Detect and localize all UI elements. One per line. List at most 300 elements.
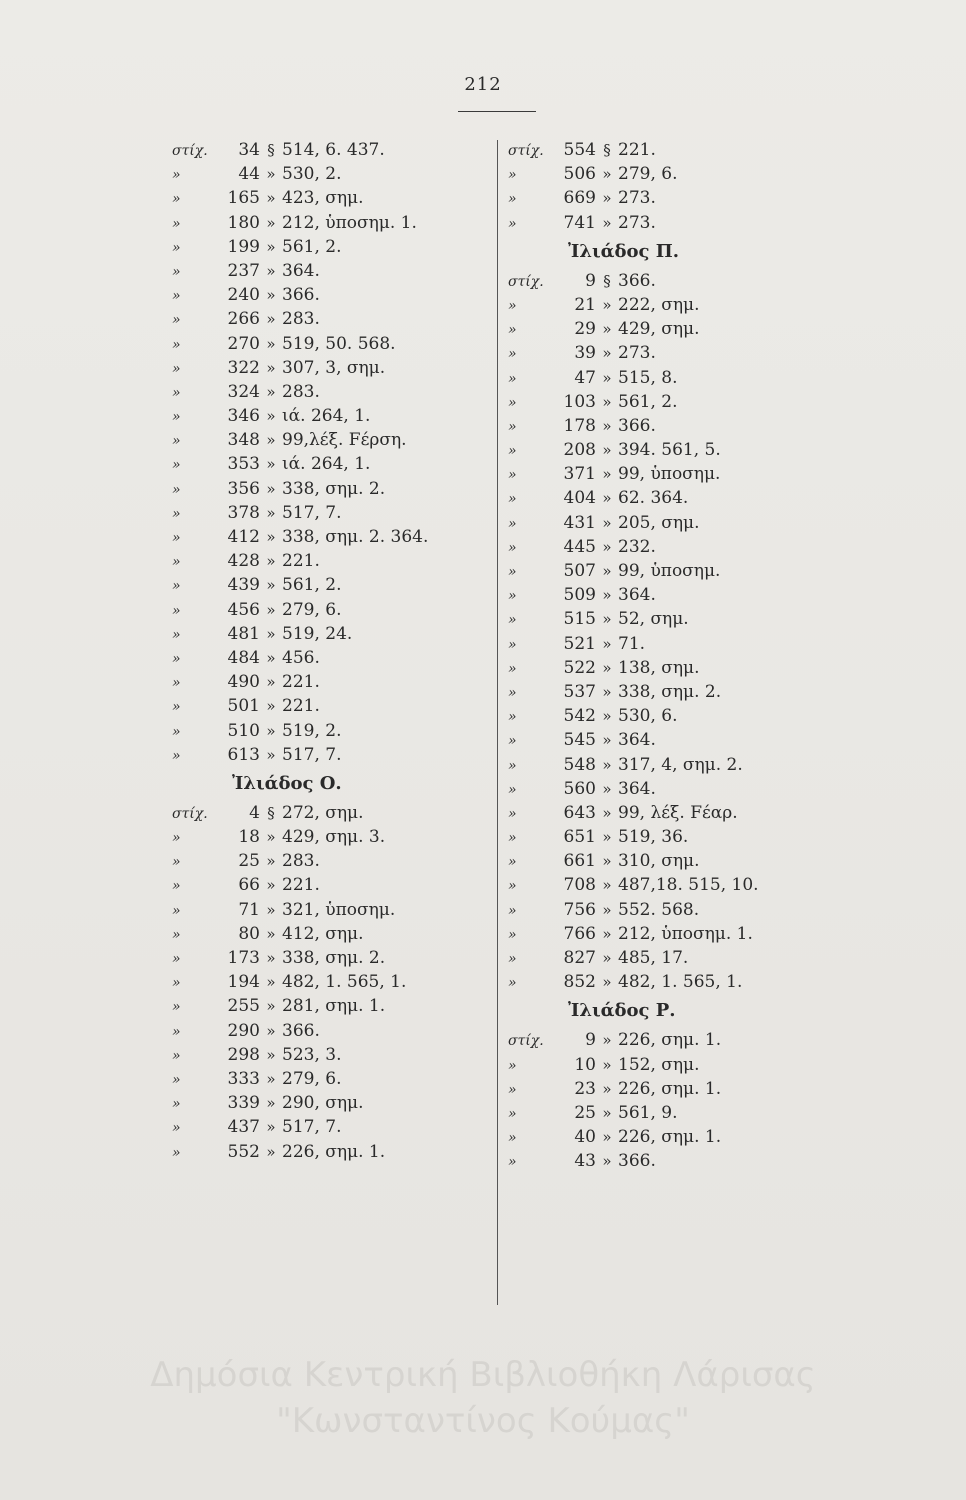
- section-symbol: »: [266, 382, 276, 401]
- index-row: [508, 1149, 838, 1173]
- index-row: [508, 801, 838, 825]
- verse-number: 852: [563, 972, 596, 993]
- verse-prefix: »: [172, 312, 181, 329]
- verse-prefix: »: [172, 1071, 181, 1088]
- reference: 523, 3.: [282, 1044, 342, 1065]
- section-symbol: »: [266, 503, 276, 522]
- verse-number: 509: [563, 585, 596, 606]
- verse-number: 165: [227, 188, 260, 209]
- reference: 487,18. 515, 10.: [618, 875, 759, 896]
- index-row: [508, 162, 838, 186]
- index-row: [508, 462, 838, 486]
- section-symbol: §: [603, 271, 611, 290]
- index-row: [508, 970, 838, 994]
- verse-prefix: στίχ.: [508, 143, 544, 159]
- verse-prefix: »: [508, 297, 517, 314]
- verse-number: 21: [574, 294, 596, 315]
- index-row: [172, 235, 492, 259]
- reference: 205, σημ.: [618, 512, 700, 533]
- verse-prefix: »: [508, 612, 517, 629]
- verse-prefix: στίχ.: [508, 273, 544, 290]
- section-symbol: »: [602, 731, 612, 750]
- index-row: [508, 511, 838, 535]
- verse-number: 25: [238, 851, 260, 872]
- reference: 519, 36.: [618, 827, 689, 848]
- reference: 519, 2.: [282, 720, 342, 741]
- reference: 273.: [618, 188, 656, 209]
- section-symbol: »: [266, 552, 276, 571]
- reference: 366.: [618, 1151, 656, 1172]
- section-symbol: »: [602, 1152, 612, 1171]
- reference: 530, 2.: [282, 164, 342, 185]
- reference: 485, 17.: [618, 948, 689, 968]
- index-row: [172, 283, 492, 307]
- verse-number: 255: [227, 996, 260, 1017]
- index-section: [172, 767, 492, 1164]
- verse-number: 298: [227, 1044, 260, 1065]
- section-symbol: »: [266, 1094, 276, 1113]
- index-row: [508, 704, 838, 728]
- verse-number: 103: [563, 391, 596, 412]
- section-symbol: »: [266, 1118, 276, 1137]
- reference: 561, 9.: [618, 1102, 678, 1123]
- section-symbol: »: [602, 1031, 612, 1050]
- index-row: [172, 380, 492, 404]
- verse-prefix: »: [172, 167, 181, 184]
- index-row: [508, 438, 838, 462]
- reference: ιά. 264, 1.: [282, 406, 371, 427]
- section-symbol: »: [602, 295, 612, 314]
- section-symbol: »: [602, 1055, 612, 1074]
- section-symbol: »: [602, 586, 612, 605]
- verse-prefix: »: [172, 1096, 181, 1113]
- verse-number: 18: [238, 827, 260, 848]
- section-symbol: »: [602, 513, 612, 532]
- index-row: [508, 825, 838, 849]
- index-row: [172, 307, 492, 331]
- index-row: [172, 670, 492, 694]
- verse-number: 178: [563, 415, 596, 436]
- verse-prefix: »: [172, 902, 181, 919]
- verse-prefix: »: [508, 418, 517, 435]
- verse-number: 445: [563, 536, 596, 557]
- verse-number: 43: [574, 1151, 596, 1172]
- verse-number: 371: [563, 464, 596, 485]
- section-symbol: »: [266, 997, 276, 1016]
- index-row: [508, 632, 838, 656]
- section-symbol: »: [602, 852, 612, 871]
- verse-prefix: »: [508, 636, 517, 653]
- verse-prefix: »: [172, 215, 181, 232]
- reference: 273.: [618, 212, 656, 233]
- index-row: [172, 332, 492, 356]
- reference: 517, 7.: [282, 1117, 342, 1138]
- verse-prefix: »: [508, 830, 517, 847]
- index-row: [172, 1043, 492, 1067]
- index-row: [508, 583, 838, 607]
- section-symbol: »: [266, 900, 276, 919]
- reference: 283.: [282, 309, 320, 330]
- section-symbol: »: [266, 1069, 276, 1088]
- verse-number: 40: [574, 1127, 596, 1148]
- verse-number: 548: [563, 754, 596, 775]
- verse-prefix: »: [172, 384, 181, 401]
- index-row: [172, 994, 492, 1018]
- index-row: [508, 753, 838, 777]
- section-symbol: »: [266, 407, 276, 426]
- verse-number: 484: [227, 647, 260, 668]
- verse-prefix: στίχ.: [508, 1033, 544, 1050]
- index-row: [508, 680, 838, 704]
- section-symbol: »: [602, 489, 612, 508]
- verse-number: 404: [563, 488, 596, 509]
- index-row: [172, 622, 492, 646]
- index-row: [172, 211, 492, 235]
- reference: 429, σημ. 3.: [282, 827, 386, 848]
- verse-number: 428: [227, 551, 260, 572]
- verse-number: 643: [563, 802, 596, 823]
- verse-number: 270: [227, 333, 260, 354]
- verse-number: 208: [563, 440, 596, 461]
- section-symbol: »: [266, 949, 276, 967]
- verse-number: 339: [227, 1093, 260, 1114]
- verse-prefix: »: [508, 926, 517, 943]
- section-symbol: »: [266, 310, 276, 329]
- verse-prefix: »: [172, 360, 181, 377]
- index-row: [172, 1067, 492, 1091]
- index-row: [508, 1101, 838, 1125]
- verse-prefix: »: [172, 1144, 181, 1161]
- section-symbol: »: [602, 707, 612, 726]
- index-row: [508, 535, 838, 559]
- reference: 290, σημ.: [282, 1093, 364, 1114]
- verse-prefix: »: [172, 578, 181, 595]
- verse-prefix: »: [172, 699, 181, 716]
- reference: 212, ὑποσημ. 1.: [282, 212, 417, 233]
- index-row: [172, 1091, 492, 1115]
- verse-prefix: »: [508, 443, 517, 460]
- verse-number: 346: [227, 406, 260, 427]
- index-row: [172, 452, 492, 476]
- index-row: [508, 317, 838, 341]
- verse-number: 537: [563, 681, 596, 702]
- page-number: 212: [464, 74, 502, 95]
- section-symbol: »: [602, 441, 612, 460]
- verse-number: 522: [563, 657, 596, 678]
- index-row: [172, 719, 492, 743]
- verse-number: 501: [227, 696, 260, 717]
- verse-prefix: »: [172, 650, 181, 667]
- section-symbol: »: [266, 165, 276, 184]
- index-row: [172, 849, 492, 873]
- verse-prefix: »: [508, 515, 517, 532]
- verse-number: 47: [574, 367, 596, 388]
- verse-prefix: »: [508, 215, 517, 232]
- reference: 99,λέξ. Fέρση.: [282, 430, 407, 451]
- section-symbol: »: [602, 1128, 612, 1147]
- index-row: [508, 873, 838, 897]
- section-symbol: »: [266, 1045, 276, 1064]
- section-symbol: »: [602, 779, 612, 798]
- index-row: [172, 946, 492, 970]
- index-row: [172, 694, 492, 718]
- section-heading: Ἰλιάδος Π.: [568, 240, 680, 262]
- verse-number: 66: [238, 875, 260, 896]
- index-row: [172, 598, 492, 622]
- reference: 281, σημ. 1.: [282, 996, 386, 1017]
- index-row: [508, 946, 838, 970]
- section-symbol: §: [267, 141, 275, 159]
- index-row: [172, 356, 492, 380]
- reference: 221.: [282, 551, 320, 572]
- reference: 279, 6.: [618, 164, 678, 185]
- verse-prefix: »: [172, 505, 181, 522]
- verse-prefix: »: [508, 902, 517, 919]
- verse-prefix: »: [172, 951, 181, 967]
- section-symbol: »: [266, 1142, 276, 1161]
- verse-number: 23: [574, 1078, 596, 1099]
- verse-prefix: »: [172, 830, 181, 847]
- verse-prefix: »: [508, 878, 517, 895]
- reference: 338, σημ. 2.: [282, 478, 386, 499]
- reference: 429, σημ.: [618, 319, 700, 340]
- verse-number: 661: [563, 851, 596, 872]
- section-symbol: »: [602, 537, 612, 556]
- verse-number: 741: [563, 212, 596, 233]
- verse-number: 322: [227, 357, 260, 378]
- verse-prefix: »: [172, 854, 181, 871]
- section-symbol: »: [602, 344, 612, 363]
- section-symbol: »: [602, 828, 612, 847]
- section-symbol: »: [602, 562, 612, 580]
- reference: 456.: [282, 647, 320, 668]
- verse-prefix: »: [508, 491, 517, 508]
- reference: 515, 8.: [618, 367, 678, 388]
- verse-number: 240: [227, 285, 260, 306]
- verse-number: 10: [574, 1054, 596, 1075]
- verse-number: 560: [563, 778, 596, 799]
- verse-number: 173: [227, 948, 260, 968]
- verse-number: 356: [227, 478, 260, 499]
- verse-number: 708: [563, 875, 596, 896]
- section-symbol: »: [602, 876, 612, 895]
- reference: 364.: [618, 778, 656, 799]
- index-section: [172, 138, 492, 767]
- section-symbol: »: [266, 479, 276, 498]
- section-symbol: »: [602, 803, 612, 822]
- verse-prefix: »: [508, 394, 517, 411]
- index-row: [172, 501, 492, 525]
- verse-prefix: »: [172, 409, 181, 426]
- reference: 221.: [282, 672, 320, 693]
- verse-prefix: »: [508, 1081, 517, 1098]
- reference: 366.: [282, 285, 320, 306]
- verse-prefix: »: [172, 723, 181, 740]
- verse-number: 552: [227, 1141, 260, 1162]
- verse-number: 199: [227, 236, 260, 257]
- index-row: [508, 656, 838, 680]
- verse-prefix: »: [172, 336, 181, 353]
- index-row: [172, 186, 492, 210]
- section-symbol: »: [602, 320, 612, 339]
- reference: 338, σημ. 2.: [282, 948, 386, 968]
- section-symbol: »: [602, 416, 612, 435]
- verse-prefix: »: [172, 554, 181, 571]
- verse-number: 71: [238, 899, 260, 920]
- verse-prefix: »: [172, 675, 181, 692]
- section-symbol: »: [602, 900, 612, 919]
- verse-number: 29: [574, 319, 596, 340]
- index-row: [508, 211, 838, 235]
- section-symbol: »: [266, 697, 276, 716]
- verse-prefix: »: [508, 709, 517, 726]
- reference: 221.: [282, 696, 320, 717]
- verse-number: 4: [249, 802, 260, 823]
- verse-prefix: »: [172, 747, 181, 764]
- index-row: [508, 293, 838, 317]
- reference: 52, σημ.: [618, 609, 689, 630]
- verse-prefix: »: [508, 588, 517, 605]
- index-row: [508, 341, 838, 365]
- reference: 273.: [618, 343, 656, 364]
- section-symbol: »: [602, 924, 612, 943]
- column-divider: [497, 140, 498, 1305]
- reference: 232.: [618, 536, 656, 557]
- index-row: [172, 259, 492, 283]
- verse-prefix: »: [508, 1105, 517, 1122]
- verse-prefix: »: [172, 481, 181, 498]
- verse-number: 437: [227, 1117, 260, 1138]
- reference: ιά. 264, 1.: [282, 454, 371, 475]
- index-row: [508, 138, 838, 162]
- reference: 364.: [282, 260, 320, 281]
- right-column: [508, 138, 838, 1174]
- reference: 71.: [618, 633, 646, 654]
- reference: 279, 6.: [282, 1068, 342, 1089]
- section-heading: Ἰλιάδος Ο.: [232, 772, 342, 794]
- verse-prefix: »: [508, 757, 517, 774]
- verse-prefix: »: [508, 167, 517, 184]
- section-symbol: »: [602, 1103, 612, 1122]
- verse-prefix: »: [172, 239, 181, 256]
- section-symbol: »: [266, 455, 276, 474]
- reference: 514, 6. 437.: [282, 140, 385, 160]
- section-symbol: »: [266, 261, 276, 280]
- verse-prefix: »: [508, 781, 517, 798]
- reference: 530, 6.: [618, 706, 678, 727]
- index-row: [508, 269, 838, 293]
- section-symbol: »: [266, 213, 276, 232]
- verse-number: 353: [227, 454, 260, 475]
- index-row: [172, 922, 492, 946]
- verse-number: 481: [227, 623, 260, 644]
- verse-prefix: »: [508, 564, 517, 580]
- section-symbol: »: [602, 189, 612, 208]
- section-symbol: »: [602, 682, 612, 701]
- section-symbol: §: [603, 141, 611, 159]
- section-symbol: »: [266, 237, 276, 256]
- section-symbol: »: [266, 828, 276, 847]
- index-row: [508, 186, 838, 210]
- section-symbol: »: [266, 673, 276, 692]
- verse-number: 506: [563, 164, 596, 185]
- reference: 226, σημ. 1.: [618, 1127, 722, 1148]
- section-symbol: »: [266, 973, 276, 992]
- verse-prefix: »: [508, 322, 517, 339]
- verse-prefix: »: [172, 1120, 181, 1137]
- verse-number: 756: [563, 899, 596, 920]
- verse-number: 39: [574, 343, 596, 364]
- reference: 412, σημ.: [282, 923, 364, 944]
- index-row: [508, 777, 838, 801]
- index-row: [172, 825, 492, 849]
- section-symbol: »: [602, 465, 612, 484]
- verse-prefix: »: [172, 926, 181, 943]
- reference: 519, 24.: [282, 623, 353, 644]
- verse-prefix: »: [172, 1047, 181, 1064]
- verse-prefix: στίχ.: [172, 143, 208, 159]
- verse-number: 545: [563, 730, 596, 751]
- reference: 283.: [282, 851, 320, 872]
- reference: 338, σημ. 2.: [618, 681, 722, 702]
- reference: 366.: [618, 415, 656, 436]
- verse-number: 9: [585, 270, 596, 291]
- verse-prefix: »: [172, 433, 181, 450]
- section-symbol: »: [266, 648, 276, 667]
- verse-number: 9: [585, 1030, 596, 1051]
- verse-number: 194: [227, 972, 260, 993]
- verse-number: 669: [563, 188, 596, 209]
- section-symbol: »: [266, 431, 276, 450]
- verse-number: 34: [238, 140, 260, 160]
- verse-prefix: »: [172, 263, 181, 280]
- section-symbol: »: [266, 924, 276, 943]
- reference: 517, 7.: [282, 502, 342, 523]
- verse-prefix: »: [172, 999, 181, 1016]
- verse-number: 456: [227, 599, 260, 620]
- section-symbol: »: [266, 852, 276, 871]
- verse-number: 180: [227, 212, 260, 233]
- index-row: [508, 1077, 838, 1101]
- verse-number: 439: [227, 575, 260, 596]
- verse-prefix: »: [508, 951, 517, 967]
- verse-prefix: »: [172, 878, 181, 895]
- reference: 307, 3, σημ.: [282, 357, 386, 378]
- index-row: [172, 138, 492, 162]
- section-symbol: »: [266, 576, 276, 595]
- section-symbol: »: [266, 745, 276, 764]
- index-row: [508, 849, 838, 873]
- section-symbol: »: [602, 368, 612, 387]
- verse-number: 507: [563, 561, 596, 581]
- verse-prefix: »: [172, 191, 181, 208]
- verse-prefix: »: [508, 370, 517, 387]
- section-symbol: »: [266, 600, 276, 619]
- reference: 226, σημ. 1.: [618, 1078, 722, 1099]
- verse-number: 412: [227, 527, 260, 547]
- reference: 561, 2.: [618, 391, 678, 412]
- verse-prefix: »: [508, 660, 517, 677]
- verse-prefix: »: [172, 1023, 181, 1040]
- index-row: [508, 898, 838, 922]
- section-symbol: »: [602, 973, 612, 992]
- reference: 317, 4, σημ. 2.: [618, 754, 743, 775]
- verse-number: 348: [227, 430, 260, 451]
- verse-prefix: στίχ.: [172, 805, 208, 822]
- reference: 364.: [618, 730, 656, 751]
- verse-prefix: »: [508, 975, 517, 992]
- index-row: [172, 549, 492, 573]
